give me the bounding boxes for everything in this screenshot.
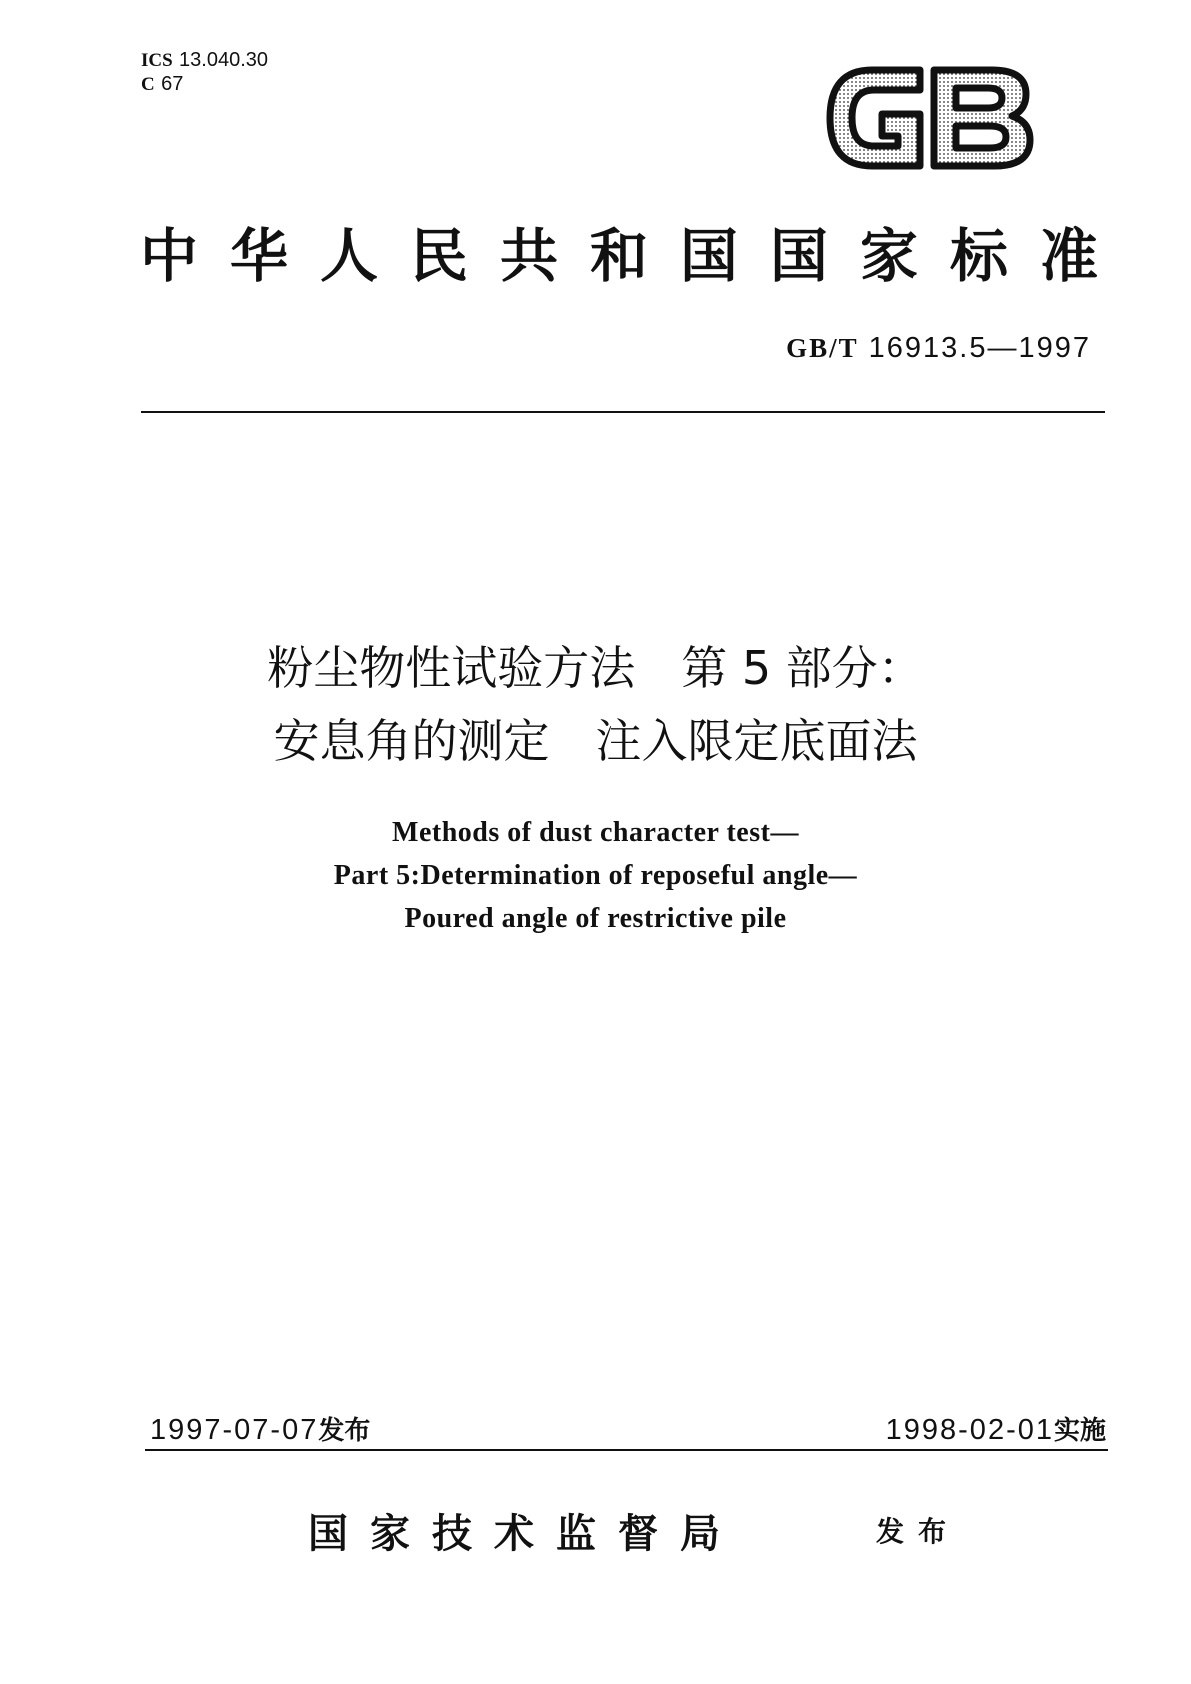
publisher-suffix: 发布 bbox=[876, 1515, 961, 1548]
en-title-line-3: Poured angle of restrictive pile bbox=[404, 903, 787, 934]
publisher-name: 国家技术监督局 bbox=[308, 1510, 742, 1557]
effective-date-value: 1998-02-01 bbox=[885, 1414, 1054, 1446]
en-title-line-1: Methods of dust character test— bbox=[392, 817, 799, 848]
footer-divider bbox=[145, 1449, 1108, 1451]
ccs-code bbox=[141, 72, 268, 96]
ics-code bbox=[141, 48, 268, 72]
gb-logo-b bbox=[934, 70, 1030, 166]
standard-code bbox=[786, 332, 1091, 365]
ccs-label: C bbox=[141, 74, 155, 95]
classification-codes bbox=[141, 48, 268, 96]
zh-title-line-2: 安息角的测定 注入限定底面法 bbox=[273, 714, 918, 768]
effective-date bbox=[886, 1410, 1106, 1447]
ics-value: 13.040.30 bbox=[179, 49, 269, 71]
effective-date-label: 实施 bbox=[1053, 1416, 1106, 1446]
en-title-line-2: Part 5:Determination of reposeful angle— bbox=[333, 860, 858, 891]
issue-date-value: 1997-07-07 bbox=[150, 1414, 319, 1446]
header-divider bbox=[141, 411, 1105, 413]
gb-logo-g bbox=[830, 70, 920, 166]
ccs-value: 67 bbox=[161, 73, 184, 95]
standard-code-prefix: GB/T bbox=[786, 333, 859, 363]
ics-label: ICS bbox=[141, 50, 173, 71]
national-standard-title: 中华人民共和国国家标准 bbox=[140, 222, 1131, 290]
issue-date bbox=[150, 1410, 370, 1447]
issue-date-label: 发布 bbox=[318, 1416, 371, 1446]
zh-title-line-1: 粉尘物性试验方法 第 5 部分： bbox=[267, 641, 924, 695]
gb-logo bbox=[822, 60, 1036, 176]
standard-code-number: 16913.5—1997 bbox=[868, 332, 1091, 364]
